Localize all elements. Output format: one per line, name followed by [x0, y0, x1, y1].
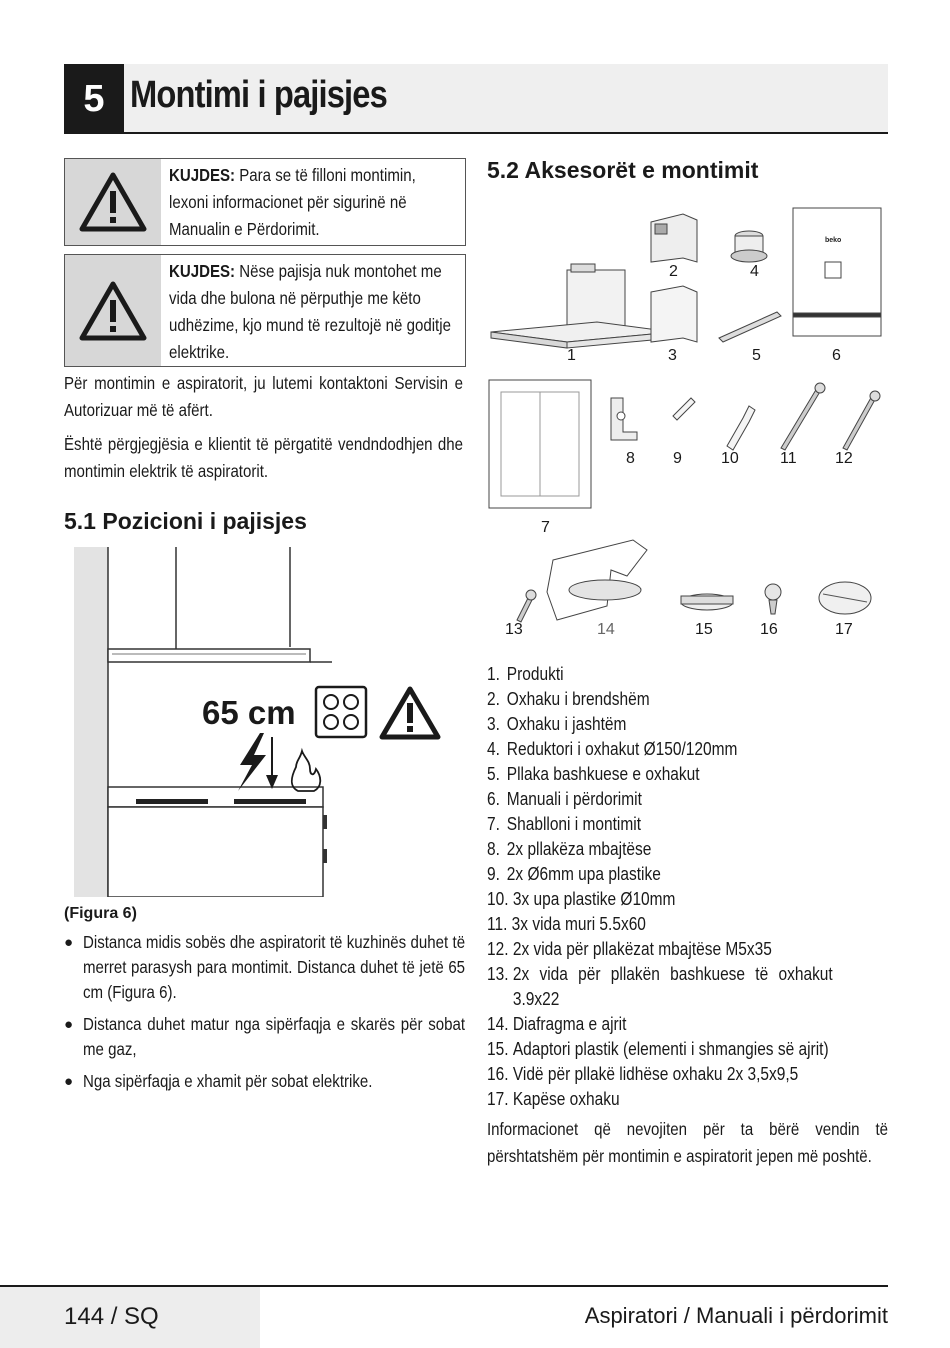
section-title: Montimi i pajisjes: [130, 74, 387, 116]
list-item: ● Distanca midis sobës dhe aspiratorit të kuzhinës duhet të merret parasysh para montimit. Distanca duhet të jetë 65 cm (Figura 6).: [64, 932, 466, 1002]
part-label: 4: [750, 263, 759, 280]
accessories-list: [487, 662, 889, 1112]
part-label: 7: [541, 519, 550, 536]
warning-icon: [65, 255, 161, 366]
warning-text: Para se të filloni montimin, lexoni informacionet për sigurinë në Manualin e Përdorimit.: [169, 165, 416, 239]
part-label: 12: [835, 450, 853, 467]
list-item: 13. 2x vida për pllakën bashkuese të oxhakut 3.9x22: [487, 964, 833, 1009]
part-label: 10: [721, 450, 739, 467]
part-label: 2: [669, 263, 678, 280]
list-item: 10. 3x upa plastike Ø10mm: [487, 889, 676, 909]
list-item: 8. 2x pllakëza mbajtëse: [487, 839, 652, 859]
heading-5-1: 5.1 Pozicioni i pajisjes: [64, 508, 307, 534]
list-item: 16. Vidë për pllakë lidhëse oxhaku 2x 3,5x9,5: [487, 1064, 799, 1084]
footer-title: Aspiratori / Manuali i përdorimit: [584, 1303, 888, 1328]
list-item: 6. Manuali i përdorimit: [487, 789, 642, 809]
list-item: 17. Kapëse oxhaku: [487, 1089, 620, 1109]
list-item: 2. Oxhaku i brendshëm: [487, 689, 650, 709]
part-label: 6: [832, 347, 841, 364]
list-item: 4. Reduktori i oxhakut Ø150/120mm: [487, 739, 738, 759]
intro-paragraph-2: Është përgjegjësia e klientit të përgatitë vendndodhjen dhe montimin elektrik të aspiratorit.: [64, 434, 464, 481]
warning-box-2: [64, 254, 466, 367]
part-label: 15: [695, 621, 713, 638]
part-label: 3: [668, 347, 677, 364]
heading-5-2: 5.2 Aksesorët e montimit: [487, 157, 759, 183]
part-label: 16: [760, 621, 778, 638]
list-item: 9. 2x Ø6mm upa plastike: [487, 864, 661, 884]
list-item: 5. Pllaka bashkuese e oxhakut: [487, 764, 700, 784]
list-item: 3. Oxhaku i jashtëm: [487, 714, 627, 734]
figure-distance-label: 65 cm: [202, 694, 296, 731]
page-number: 144 / SQ: [64, 1303, 159, 1330]
position-bullets: [64, 930, 466, 1101]
manual-brand: beko: [825, 237, 842, 244]
part-label: 11: [780, 450, 797, 467]
warning-label: KUJDES:: [169, 165, 236, 185]
figure-caption: (Figura 6): [64, 905, 137, 922]
part-label: 14: [597, 621, 615, 638]
section-number: 5: [64, 64, 124, 134]
accessories-illustration: [487, 200, 889, 640]
intro-paragraph-1: Për montimin e aspiratorit, ju lutemi kontaktoni Servisin e Autorizuar më të afërt.: [64, 373, 464, 420]
list-item: ● Nga sipërfaqja e xhamit për sobat elektrike.: [64, 1071, 373, 1091]
warning-label: KUJDES:: [169, 261, 236, 281]
list-item: 15. Adaptori plastik (elementi i shmangies së ajrit): [487, 1039, 829, 1059]
warning-icon: [65, 159, 161, 245]
list-item: 12. 2x vida për pllakëzat mbajtëse M5x35: [487, 939, 772, 959]
part-label: 1: [567, 347, 576, 364]
list-item: ● Distanca duhet matur nga sipërfaqja e skarës për sobat me gaz,: [64, 1014, 466, 1059]
part-label: 9: [673, 450, 682, 467]
part-label: 8: [626, 450, 635, 467]
part-label: 17: [835, 621, 853, 638]
list-item: 14. Diafragma e ajrit: [487, 1014, 627, 1034]
warning-box-1: [64, 158, 466, 246]
warning-text: Nëse pajisja nuk montohet me vida dhe bulona në përputhje me këto udhëzime, kjo mund të rezultojë në goditje elektrike.: [169, 261, 451, 362]
list-item: 11. 3x vida muri 5.5x60: [487, 914, 646, 934]
list-item: 7. Shablloni i montimit: [487, 814, 642, 834]
part-label: 13: [505, 621, 523, 638]
list-item: 1. Produkti: [487, 664, 564, 684]
part-label: 5: [752, 347, 761, 364]
outro-paragraph: Informacionet që nevojiten për ta bërë vendin të përshtatshëm për montimin e aspiratorit jepen më poshtë.: [487, 1119, 889, 1166]
